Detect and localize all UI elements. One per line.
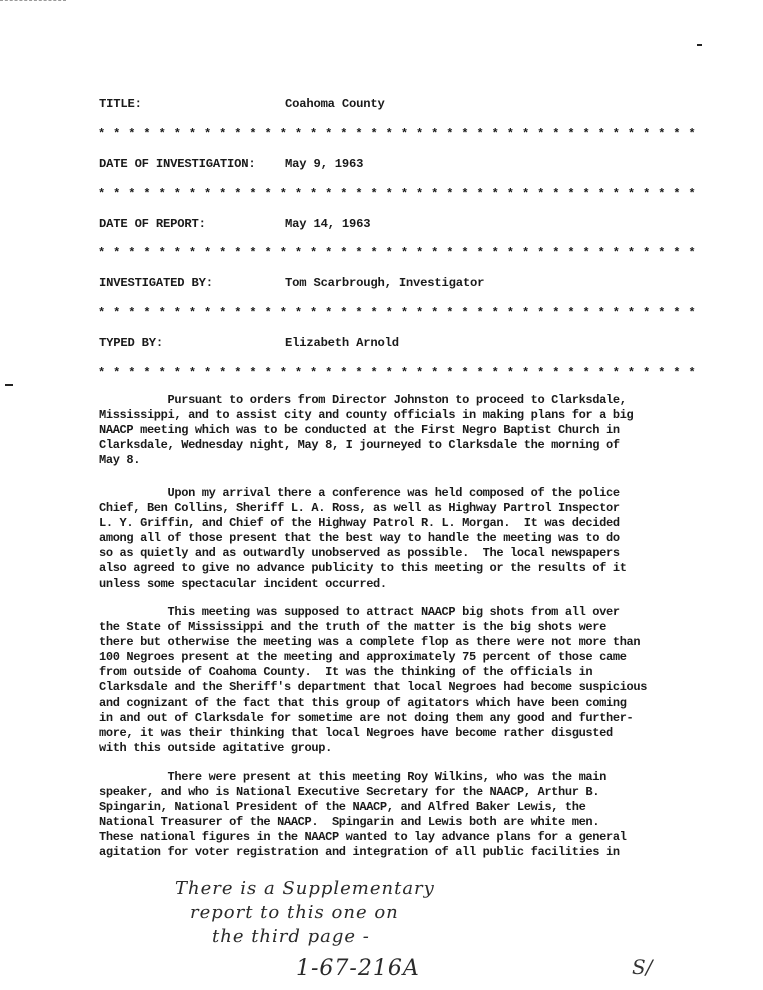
asterisk: * — [688, 247, 696, 259]
asterisk: * — [673, 307, 681, 319]
asterisk: * — [249, 128, 257, 140]
asterisk: * — [400, 247, 409, 259]
asterisk: * — [476, 307, 484, 319]
asterisk: * — [309, 247, 318, 259]
paragraph-line: Spingarin, National President of the NAACP, and Alfred Baker Lewis, the — [99, 800, 586, 815]
asterisk: * — [506, 307, 514, 319]
asterisk: * — [173, 247, 181, 259]
asterisk: * — [188, 307, 197, 319]
asterisk: * — [415, 247, 424, 259]
scan-artifact — [0, 0, 66, 2]
asterisk: * — [673, 128, 681, 140]
asterisk: * — [143, 367, 151, 379]
paragraph-line: unless some spectacular incident occurred. — [99, 576, 387, 591]
asterisk: * — [582, 307, 590, 319]
asterisk: * — [567, 367, 575, 379]
paragraph-line: Pursuant to orders from Director Johnston to proceed to Clarksdale, — [99, 393, 627, 407]
separator-row — [98, 307, 698, 319]
asterisk: * — [597, 247, 605, 259]
asterisk: * — [173, 128, 181, 140]
asterisk: * — [597, 128, 605, 140]
asterisk: * — [658, 367, 666, 379]
paragraph-line: from outside of Coahoma County. It was the thinking of the officials in — [99, 665, 593, 680]
asterisk: * — [188, 188, 197, 200]
handwritten-note-line: report to this one on — [190, 902, 399, 923]
asterisk: * — [415, 367, 424, 379]
report-paragraph-3 — [99, 605, 709, 756]
asterisk: * — [340, 128, 348, 140]
investigated-by-field — [99, 276, 484, 290]
asterisk: * — [294, 188, 303, 200]
field-value: May 14, 1963 — [285, 217, 371, 231]
typed-by-field — [99, 336, 399, 350]
asterisk: * — [582, 188, 590, 200]
asterisk: * — [537, 128, 545, 140]
asterisk: * — [643, 367, 651, 379]
field-value: Tom Scarbrough, Investigator — [285, 276, 485, 290]
paragraph-line: Chief, Ben Collins, Sheriff L. A. Ross, as well as Highway Partrol Inspector — [99, 501, 620, 516]
asterisk: * — [688, 188, 696, 200]
asterisk: * — [461, 247, 469, 259]
asterisk: * — [219, 367, 227, 379]
asterisk: * — [476, 188, 484, 200]
asterisk: * — [612, 307, 620, 319]
asterisk: * — [491, 367, 499, 379]
asterisk: * — [128, 128, 136, 140]
paragraph-line: L. Y. Griffin, and Chief of the Highway Patrol R. L. Morgan. It was decided — [99, 516, 620, 531]
asterisk: * — [643, 307, 651, 319]
scan-speck — [5, 384, 13, 386]
asterisk: * — [219, 128, 227, 140]
asterisk: * — [643, 128, 651, 140]
asterisk: * — [400, 367, 409, 379]
asterisk: * — [476, 128, 484, 140]
asterisk: * — [446, 128, 454, 140]
asterisk: * — [143, 307, 151, 319]
asterisk: * — [446, 307, 454, 319]
asterisk: * — [128, 367, 136, 379]
asterisk: * — [249, 247, 257, 259]
asterisk: * — [658, 188, 666, 200]
asterisk: * — [355, 188, 363, 200]
asterisk: * — [113, 307, 121, 319]
asterisk: * — [158, 188, 166, 200]
asterisk: * — [612, 247, 620, 259]
asterisk: * — [521, 367, 530, 379]
asterisk: * — [143, 128, 151, 140]
asterisk: * — [158, 307, 166, 319]
asterisk: * — [234, 307, 242, 319]
asterisk: * — [294, 247, 303, 259]
asterisk: * — [279, 128, 287, 140]
paragraph-line: more, it was their thinking that local Negroes have become rather disgusted — [99, 725, 613, 740]
asterisk: * — [567, 128, 575, 140]
field-label: TITLE: — [99, 97, 142, 111]
asterisk: * — [158, 128, 166, 140]
asterisk: * — [385, 128, 393, 140]
asterisk: * — [98, 128, 106, 140]
asterisk: * — [506, 128, 514, 140]
asterisk: * — [446, 367, 454, 379]
paragraph-line: National Treasurer of the NAACP. Spingarin and Lewis both are white men. — [99, 815, 600, 830]
asterisk: * — [98, 247, 106, 259]
asterisk: * — [567, 247, 575, 259]
asterisk: * — [537, 367, 545, 379]
asterisk: * — [309, 188, 318, 200]
field-label: DATE OF REPORT: — [99, 217, 206, 231]
asterisk: * — [521, 188, 530, 200]
asterisk: * — [446, 247, 454, 259]
paragraph-line: These national figures in the NAACP wanted to lay advance plans for a general — [99, 830, 627, 845]
asterisk: * — [385, 247, 393, 259]
paragraph-line: so as quietly and as outwardly unobserved as possible. The local newspapers — [99, 546, 620, 561]
paragraph-line: There were present at this meeting Roy Wilkins, who was the main — [99, 770, 606, 784]
asterisk: * — [476, 247, 484, 259]
asterisk: * — [249, 307, 257, 319]
asterisk: * — [400, 307, 409, 319]
asterisk: * — [491, 128, 499, 140]
asterisk: * — [506, 188, 514, 200]
asterisk: * — [506, 367, 514, 379]
asterisk: * — [279, 188, 287, 200]
asterisk: * — [431, 128, 439, 140]
asterisk: * — [491, 247, 499, 259]
asterisk: * — [158, 367, 166, 379]
paragraph-line: This meeting was supposed to attract NAACP big shots from all over — [99, 605, 620, 619]
asterisk: * — [234, 367, 242, 379]
asterisk: * — [173, 367, 181, 379]
asterisk: * — [431, 367, 439, 379]
asterisk: * — [340, 367, 348, 379]
asterisk: * — [234, 188, 242, 200]
separator-row — [98, 367, 698, 379]
asterisk: * — [431, 307, 439, 319]
asterisk: * — [325, 367, 333, 379]
asterisk: * — [113, 367, 121, 379]
asterisk: * — [597, 307, 605, 319]
report-paragraph-2 — [99, 486, 709, 592]
asterisk: * — [143, 188, 151, 200]
asterisk: * — [552, 307, 560, 319]
asterisk: * — [325, 188, 333, 200]
asterisk: * — [113, 128, 121, 140]
paragraph-line: May 8. — [99, 453, 141, 468]
asterisk: * — [537, 188, 545, 200]
asterisk: * — [203, 128, 212, 140]
report-paragraph-4 — [99, 770, 709, 861]
separator-row — [98, 247, 698, 259]
asterisk: * — [673, 188, 681, 200]
asterisk: * — [552, 367, 560, 379]
asterisk: * — [627, 247, 636, 259]
asterisk: * — [294, 367, 303, 379]
asterisk: * — [627, 367, 636, 379]
asterisk: * — [567, 188, 575, 200]
paragraph-line: Clarksdale, Wednesday night, May 8, I journeyed to Clarksdale the morning of — [99, 438, 620, 453]
asterisk: * — [264, 307, 272, 319]
asterisk: * — [279, 367, 287, 379]
asterisk: * — [325, 247, 333, 259]
asterisk: * — [98, 188, 106, 200]
asterisk: * — [597, 188, 605, 200]
asterisk: * — [128, 307, 136, 319]
field-label: TYPED BY: — [99, 336, 164, 350]
asterisk: * — [203, 188, 212, 200]
asterisk: * — [355, 247, 363, 259]
paragraph-line: with this outside agitative group. — [99, 740, 332, 755]
asterisk: * — [415, 188, 424, 200]
asterisk: * — [567, 307, 575, 319]
field-value: Coahoma County — [285, 97, 385, 111]
asterisk: * — [658, 128, 666, 140]
paragraph-line: NAACP meeting which was to be conducted at the First Negro Baptist Church in — [99, 423, 620, 438]
paragraph-line: Clarksdale and the Sheriff's department that local Negroes had become suspicious — [99, 680, 648, 695]
asterisk: * — [128, 247, 136, 259]
asterisk: * — [264, 128, 272, 140]
asterisk: * — [461, 367, 469, 379]
asterisk: * — [582, 128, 590, 140]
asterisk: * — [158, 247, 166, 259]
paragraph-line: the State of Mississippi and the truth of the matter is the big shots were — [99, 620, 606, 635]
date-of-report-field — [99, 217, 370, 231]
asterisk: * — [355, 367, 363, 379]
asterisk: * — [188, 128, 197, 140]
asterisk: * — [264, 188, 272, 200]
asterisk: * — [128, 188, 136, 200]
asterisk: * — [309, 367, 318, 379]
asterisk: * — [340, 307, 348, 319]
asterisk: * — [264, 247, 272, 259]
asterisk: * — [415, 128, 424, 140]
asterisk: * — [688, 307, 696, 319]
date-of-investigation-field — [99, 157, 363, 171]
asterisk: * — [491, 307, 499, 319]
asterisk: * — [385, 307, 393, 319]
handwritten-note-line: 1-67-216A — [296, 956, 420, 981]
asterisk: * — [385, 188, 393, 200]
asterisk: * — [370, 307, 378, 319]
asterisk: * — [173, 307, 181, 319]
asterisk: * — [627, 128, 636, 140]
asterisk: * — [249, 367, 257, 379]
paragraph-line: agitation for voter registration and integration of all public facilities in — [99, 845, 620, 860]
paragraph-line: also agreed to give no advance publicity to this meeting or the results of it — [99, 561, 627, 576]
field-value: May 9, 1963 — [285, 157, 364, 171]
asterisk: * — [491, 188, 499, 200]
asterisk: * — [582, 367, 590, 379]
asterisk: * — [370, 188, 378, 200]
asterisk: * — [249, 188, 257, 200]
asterisk: * — [476, 367, 484, 379]
asterisk: * — [188, 367, 197, 379]
asterisk: * — [552, 188, 560, 200]
asterisk: * — [673, 247, 681, 259]
page-mark: S/ — [632, 955, 653, 979]
asterisk: * — [627, 307, 636, 319]
asterisk: * — [552, 247, 560, 259]
paragraph-line: speaker, and who is National Executive Secretary for the NAACP, Arthur B. — [99, 785, 600, 800]
asterisk: * — [113, 188, 121, 200]
asterisk: * — [294, 307, 303, 319]
asterisk: * — [552, 128, 560, 140]
asterisk: * — [188, 247, 197, 259]
asterisk: * — [431, 188, 439, 200]
asterisk: * — [643, 247, 651, 259]
asterisk: * — [143, 247, 151, 259]
asterisk: * — [400, 188, 409, 200]
asterisk: * — [279, 247, 287, 259]
handwritten-note-line: There is a Supplementary — [175, 878, 435, 899]
asterisk: * — [173, 188, 181, 200]
asterisk: * — [340, 188, 348, 200]
asterisk: * — [294, 128, 303, 140]
asterisk: * — [415, 307, 424, 319]
asterisk: * — [537, 307, 545, 319]
asterisk: * — [309, 307, 318, 319]
asterisk: * — [461, 307, 469, 319]
paragraph-line: and cognizant of the fact that this group of agitators which have been coming — [99, 695, 627, 710]
asterisk: * — [688, 128, 696, 140]
asterisk: * — [597, 367, 605, 379]
asterisk: * — [521, 307, 530, 319]
asterisk: * — [446, 188, 454, 200]
asterisk: * — [355, 128, 363, 140]
paragraph-line: among all of those present that the best way to handle the meeting was to do — [99, 531, 620, 546]
asterisk: * — [506, 247, 514, 259]
separator-row — [98, 188, 698, 200]
asterisk: * — [461, 128, 469, 140]
asterisk: * — [264, 367, 272, 379]
asterisk: * — [400, 128, 409, 140]
asterisk: * — [582, 247, 590, 259]
asterisk: * — [431, 247, 439, 259]
asterisk: * — [279, 307, 287, 319]
asterisk: * — [370, 128, 378, 140]
asterisk: * — [612, 188, 620, 200]
asterisk: * — [521, 128, 530, 140]
asterisk: * — [325, 128, 333, 140]
scan-speck — [697, 44, 702, 46]
paragraph-line: Mississippi, and to assist city and county officials in making plans for a big — [99, 408, 634, 423]
asterisk: * — [385, 367, 393, 379]
asterisk: * — [370, 247, 378, 259]
paragraph-line: there but otherwise the meeting was a complete flop as there were not more than — [99, 635, 641, 650]
field-label: INVESTIGATED BY: — [99, 276, 213, 290]
asterisk: * — [370, 367, 378, 379]
asterisk: * — [203, 247, 212, 259]
field-value: Elizabeth Arnold — [285, 336, 399, 350]
asterisk: * — [219, 188, 227, 200]
asterisk: * — [612, 128, 620, 140]
title-field — [99, 97, 385, 111]
asterisk: * — [98, 307, 106, 319]
asterisk: * — [658, 307, 666, 319]
asterisk: * — [203, 367, 212, 379]
asterisk: * — [521, 247, 530, 259]
report-paragraph-1 — [99, 393, 709, 468]
asterisk: * — [219, 247, 227, 259]
asterisk: * — [234, 128, 242, 140]
handwritten-note-line: the third page - — [212, 926, 370, 947]
paragraph-line: 100 Negroes present at the meeting and approximately 75 percent of those came — [99, 650, 627, 665]
asterisk: * — [643, 188, 651, 200]
asterisk: * — [673, 367, 681, 379]
asterisk: * — [340, 247, 348, 259]
asterisk: * — [461, 188, 469, 200]
asterisk: * — [612, 367, 620, 379]
paragraph-line: Upon my arrival there a conference was held composed of the police — [99, 486, 620, 500]
asterisk: * — [309, 128, 318, 140]
paragraph-line: in and out of Clarksdale for sometime are not doing them any good and further- — [99, 710, 634, 725]
asterisk: * — [658, 247, 666, 259]
asterisk: * — [688, 367, 696, 379]
asterisk: * — [98, 367, 106, 379]
asterisk: * — [203, 307, 212, 319]
asterisk: * — [113, 247, 121, 259]
asterisk: * — [219, 307, 227, 319]
asterisk: * — [325, 307, 333, 319]
field-label: DATE OF INVESTIGATION: — [99, 157, 256, 171]
asterisk: * — [234, 247, 242, 259]
asterisk: * — [537, 247, 545, 259]
separator-row — [98, 128, 698, 140]
asterisk: * — [627, 188, 636, 200]
asterisk: * — [355, 307, 363, 319]
